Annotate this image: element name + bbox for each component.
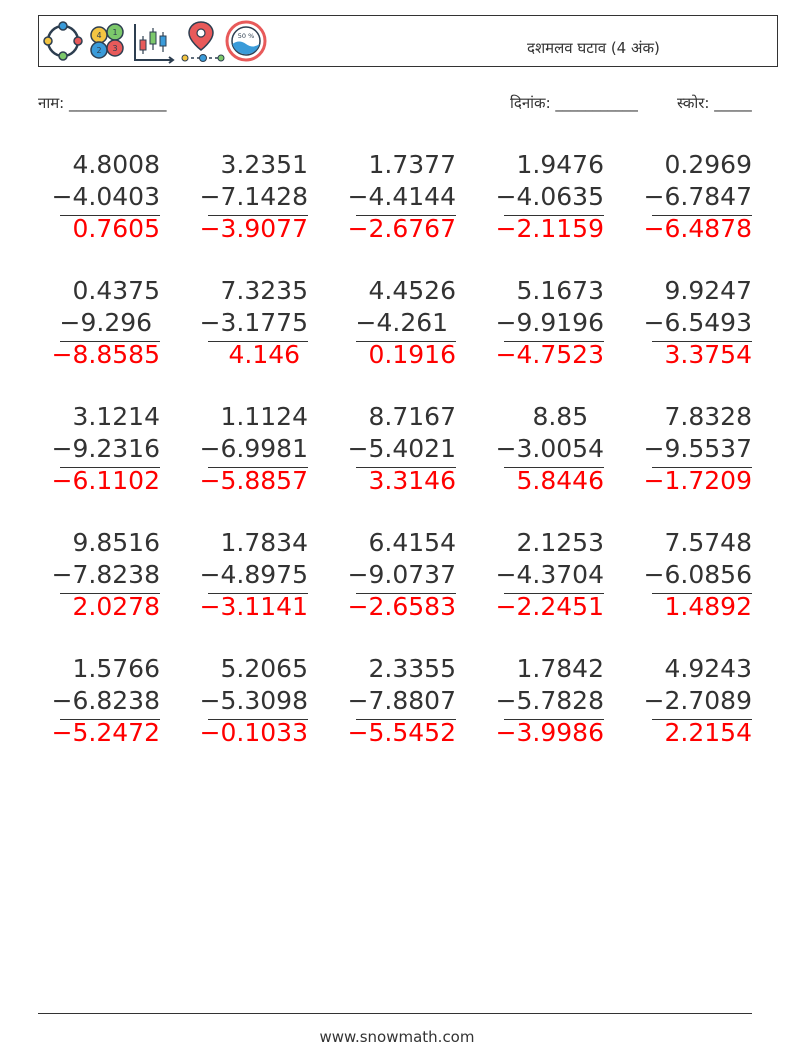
answer: −3.9077: [199, 214, 308, 243]
answer: −3.9986: [495, 718, 604, 747]
minuend: 0.4375: [72, 276, 160, 305]
minuend: 6.4154: [368, 528, 456, 557]
minuend: 2.3355: [368, 654, 456, 683]
minuend: 8.7167: [368, 402, 456, 431]
subtraction-problem: [306, 150, 456, 260]
subtrahend: −4.8975: [199, 560, 308, 589]
subtrahend: −6.5493: [643, 308, 752, 337]
footer-divider: [38, 1013, 752, 1014]
name-field: नाम: _____________: [38, 94, 167, 112]
minuend: 5.2065: [220, 654, 308, 683]
subtraction-problem: [10, 528, 160, 638]
subtrahend: −2.7089: [643, 686, 752, 715]
subtraction-problem: [306, 654, 456, 764]
subtrahend: −5.4021: [347, 434, 456, 463]
score-field: स्कोर: _____: [677, 94, 752, 112]
bubble-digit: 1: [112, 28, 118, 37]
subtraction-problem: [454, 402, 604, 512]
answer: −5.8857: [199, 466, 308, 495]
answer: −0.1033: [199, 718, 308, 747]
subtrahend: −4.4144: [347, 182, 456, 211]
answer: 0.1916: [368, 340, 456, 369]
answer: −2.2451: [495, 592, 604, 621]
answer: 1.4892: [664, 592, 752, 621]
minuend: 7.3235: [220, 276, 308, 305]
subtrahend: −9.2316: [51, 434, 160, 463]
subtraction-problem: [158, 402, 308, 512]
subtrahend: −5.3098: [199, 686, 308, 715]
subtrahend: −6.9981: [199, 434, 308, 463]
subtraction-problem: [158, 150, 308, 260]
answer: −3.1141: [199, 592, 308, 621]
bubble-digit: 2: [96, 46, 102, 55]
answer: −1.7209: [643, 466, 752, 495]
subtrahend: −4.0403: [51, 182, 160, 211]
subtraction-problem: [10, 402, 160, 512]
minuend: 1.1124: [220, 402, 308, 431]
subtrahend: −9.296: [59, 308, 160, 337]
bubble-digit: 3: [112, 44, 118, 53]
answer: −2.1159: [495, 214, 604, 243]
subtrahend: −7.1428: [199, 182, 308, 211]
subtraction-problem: [454, 654, 604, 764]
answer: 3.3754: [664, 340, 752, 369]
subtraction-problem: [454, 150, 604, 260]
subtrahend: −9.0737: [347, 560, 456, 589]
minuend: 2.1253: [516, 528, 604, 557]
minuend: 1.9476: [516, 150, 604, 179]
answer: −6.1102: [51, 466, 160, 495]
minuend: 8.85: [532, 402, 604, 431]
subtraction-problem: [10, 654, 160, 764]
minuend: 4.4526: [368, 276, 456, 305]
answer: −2.6767: [347, 214, 456, 243]
minuend: 9.8516: [72, 528, 160, 557]
subtraction-problem: [10, 276, 160, 386]
subtraction-problem: [454, 276, 604, 386]
answer: −5.2472: [51, 718, 160, 747]
subtrahend: −4.261: [355, 308, 456, 337]
minuend: 1.7834: [220, 528, 308, 557]
answer: −8.8585: [51, 340, 160, 369]
minuend: 4.8008: [72, 150, 160, 179]
worksheet-title: दशमलव घटाव (4 अंक): [527, 39, 660, 57]
subtraction-problem: [602, 402, 752, 512]
minuend: 5.1673: [516, 276, 604, 305]
subtraction-problem: [454, 528, 604, 638]
minuend: 7.5748: [664, 528, 752, 557]
answer: 4.146: [228, 340, 308, 369]
minuend: 3.1214: [72, 402, 160, 431]
answer: 0.7605: [72, 214, 160, 243]
subtraction-problem: [602, 276, 752, 386]
minuend: 9.9247: [664, 276, 752, 305]
percent-label: 50 %: [237, 32, 255, 40]
minuend: 7.8328: [664, 402, 752, 431]
answer: −6.4878: [643, 214, 752, 243]
subtrahend: −6.7847: [643, 182, 752, 211]
subtraction-problem: [158, 654, 308, 764]
footer-site: www.snowmath.com: [319, 1028, 475, 1046]
minuend: 0.2969: [664, 150, 752, 179]
subtrahend: −4.0635: [495, 182, 604, 211]
subtrahend: −3.1775: [199, 308, 308, 337]
subtrahend: −3.0054: [495, 434, 604, 463]
subtraction-problem: [10, 150, 160, 260]
subtrahend: −6.0856: [643, 560, 752, 589]
subtrahend: −6.8238: [51, 686, 160, 715]
minuend: 3.2351: [220, 150, 308, 179]
subtraction-problem: [602, 150, 752, 260]
subtraction-problem: [602, 654, 752, 764]
subtrahend: −9.9196: [495, 308, 604, 337]
subtraction-problem: [306, 276, 456, 386]
minuend: 1.5766: [72, 654, 160, 683]
minuend: 4.9243: [664, 654, 752, 683]
date-field: दिनांक: ___________: [510, 94, 638, 112]
answer: −2.6583: [347, 592, 456, 621]
subtraction-problem: [602, 528, 752, 638]
minuend: 1.7842: [516, 654, 604, 683]
subtrahend: −9.5537: [643, 434, 752, 463]
answer: 5.8446: [516, 466, 604, 495]
answer: 2.0278: [72, 592, 160, 621]
answer: −5.5452: [347, 718, 456, 747]
subtrahend: −4.3704: [495, 560, 604, 589]
minuend: 1.7377: [368, 150, 456, 179]
subtraction-problem: [306, 402, 456, 512]
bubble-digit: 4: [96, 31, 102, 40]
subtrahend: −5.7828: [495, 686, 604, 715]
answer: 2.2154: [664, 718, 752, 747]
subtraction-problem: [158, 528, 308, 638]
answer: −4.7523: [495, 340, 604, 369]
subtraction-problem: [306, 528, 456, 638]
subtraction-problem: [158, 276, 308, 386]
answer: 3.3146: [368, 466, 456, 495]
subtrahend: −7.8807: [347, 686, 456, 715]
subtrahend: −7.8238: [51, 560, 160, 589]
